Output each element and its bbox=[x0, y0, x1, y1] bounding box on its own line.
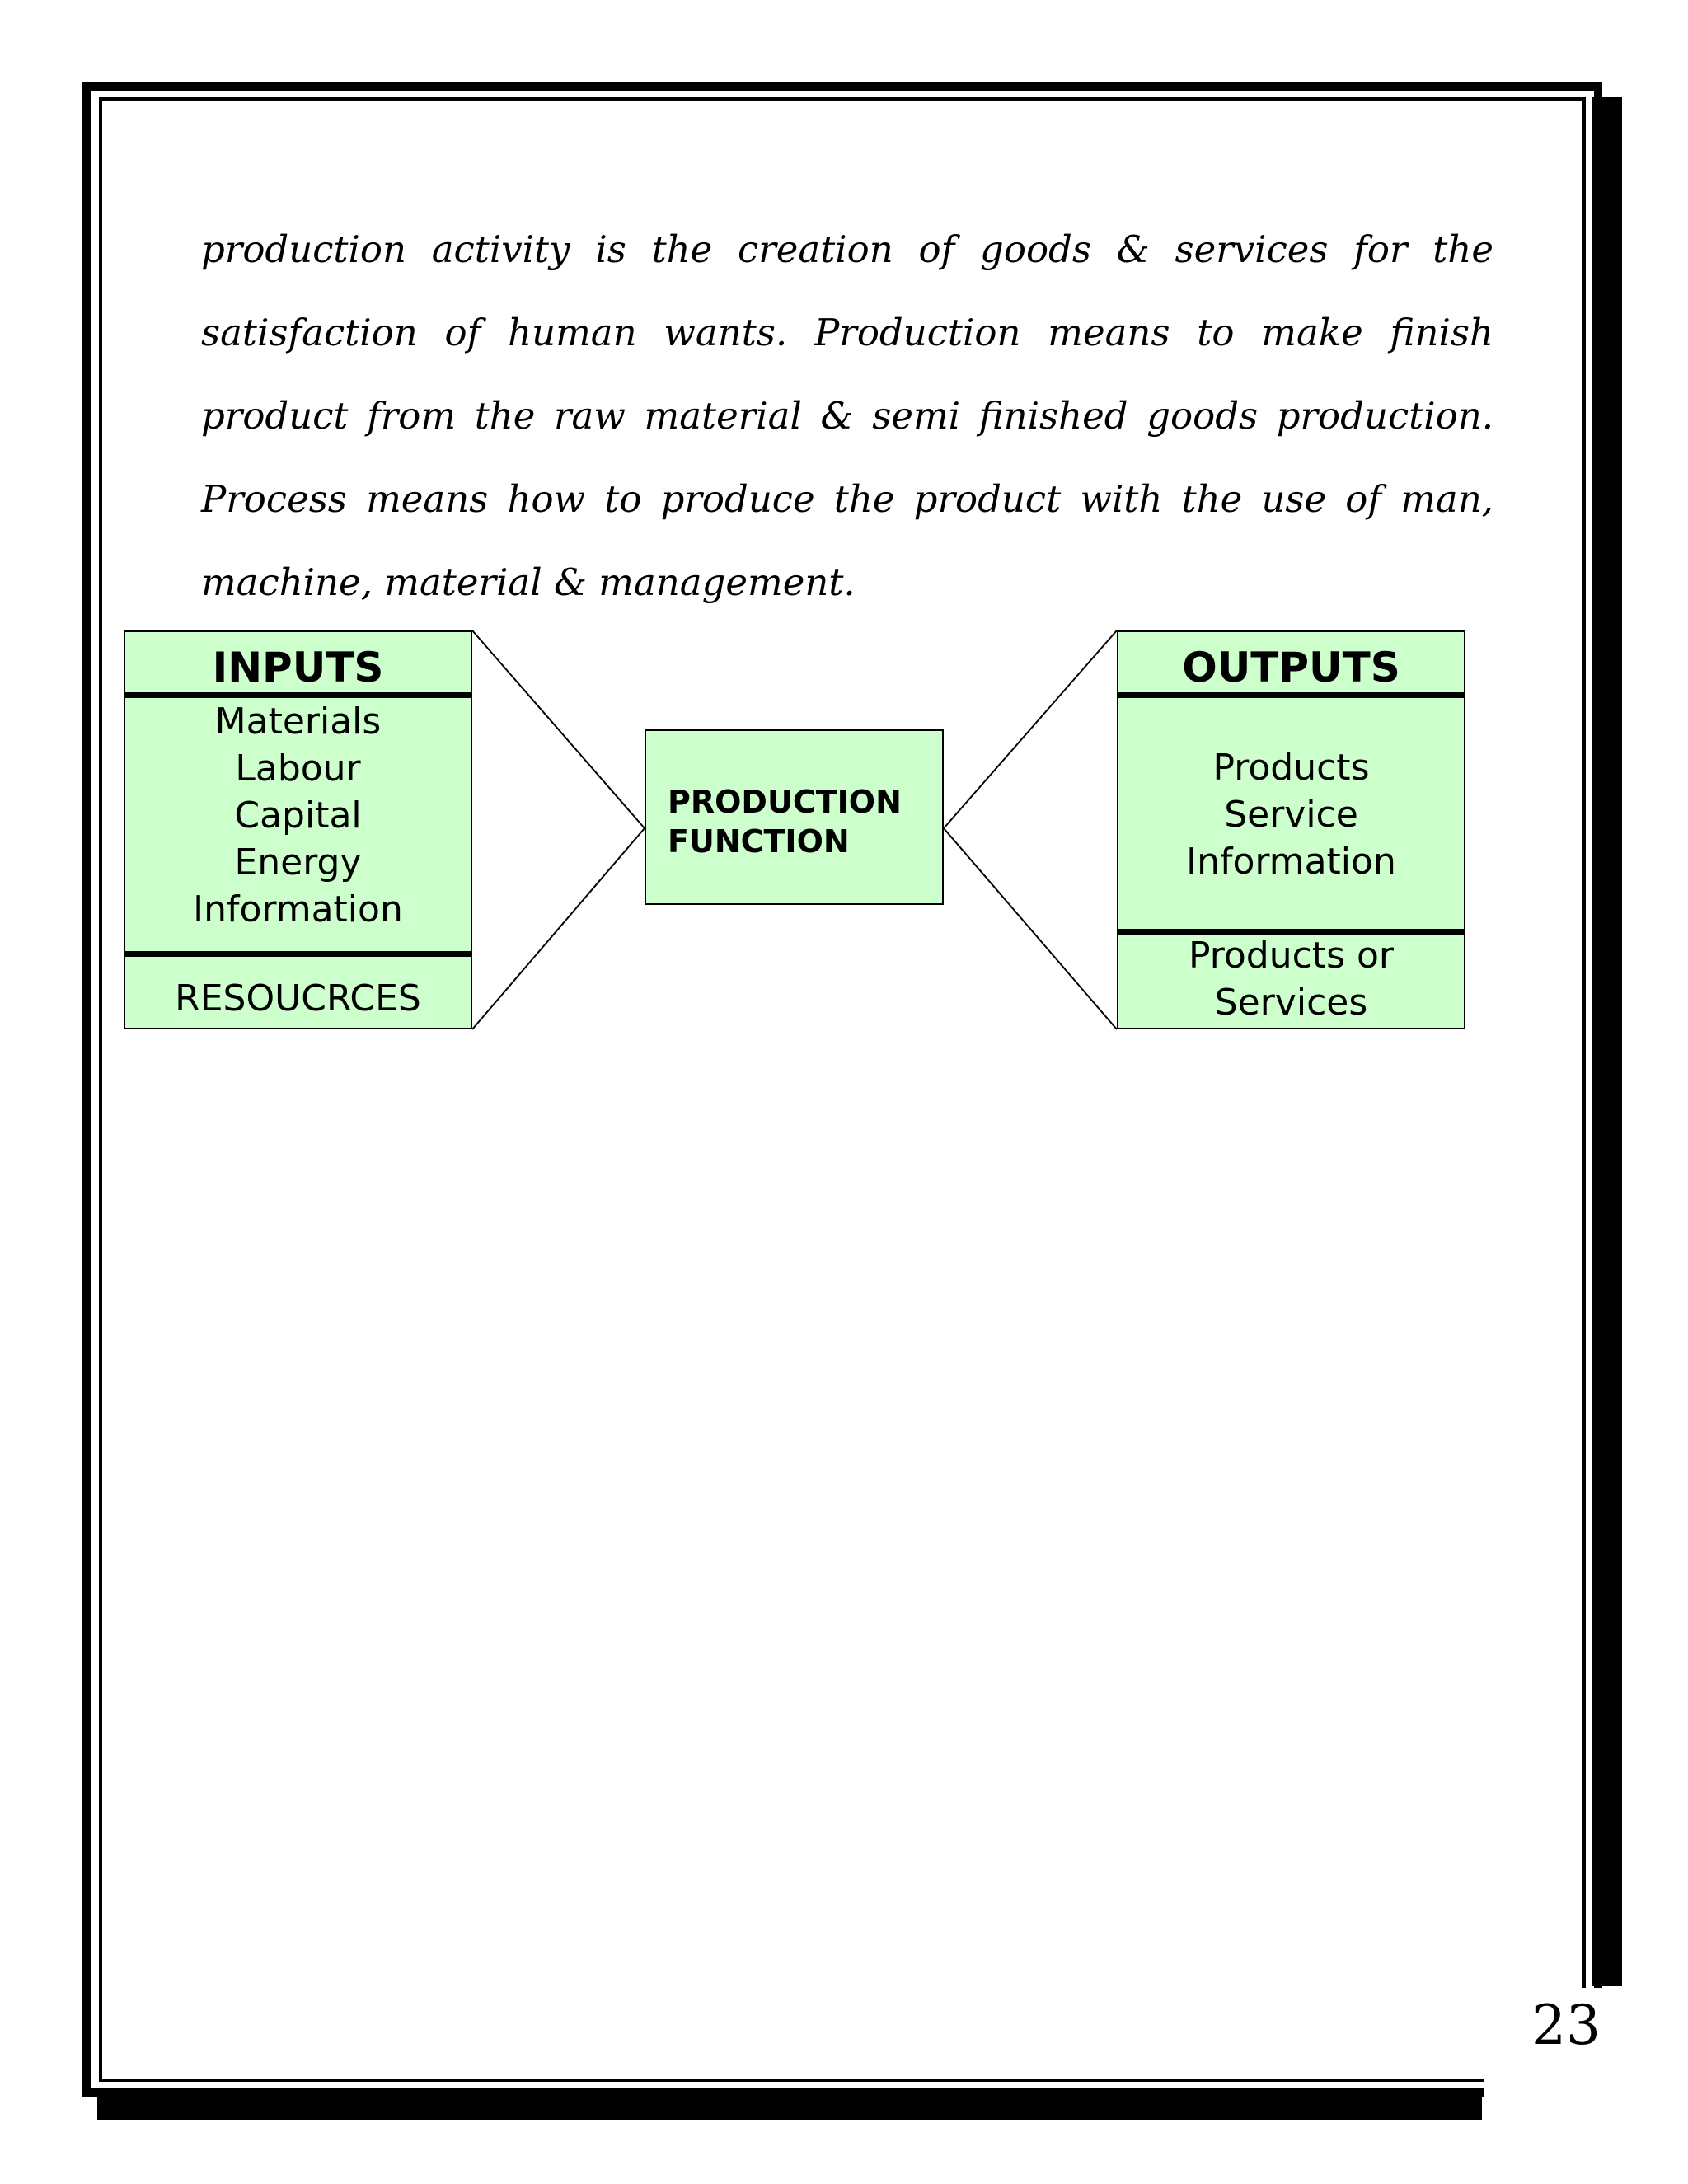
outputs-item: Service bbox=[1224, 794, 1358, 836]
outputs-footer-line-1: Products or bbox=[1189, 935, 1394, 977]
inputs-item: Materials bbox=[214, 701, 382, 743]
outputs-footer-line-2: Services bbox=[1214, 982, 1368, 1024]
production-function-label bbox=[668, 782, 902, 861]
outputs-title-divider bbox=[1117, 692, 1465, 698]
page-number: 23 bbox=[1531, 1994, 1601, 2057]
outputs-footer bbox=[1118, 932, 1464, 1026]
inputs-list bbox=[125, 698, 471, 933]
inputs-footer-divider bbox=[124, 951, 472, 957]
inputs-item: Energy bbox=[234, 841, 362, 883]
inputs-footer: RESOUCRCES bbox=[175, 977, 421, 1019]
inputs-item: Information bbox=[193, 888, 403, 930]
inputs-title-divider bbox=[124, 692, 472, 698]
function-line-2: FUNCTION bbox=[668, 823, 850, 860]
body-paragraph: production activity is the creation of goods & services for the satisfaction of human wants. Production means to make finish product from the raw material & semi finished goods production. Process means how to produce the product with the use of man, machine, material & management. bbox=[201, 227, 1493, 604]
inputs-box bbox=[124, 630, 472, 1029]
outputs-item: Products bbox=[1212, 747, 1370, 789]
inputs-title: INPUTS bbox=[212, 644, 384, 691]
outputs-title: OUTPUTS bbox=[1182, 644, 1400, 691]
inputs-item: Labour bbox=[235, 748, 361, 790]
outputs-box bbox=[1117, 630, 1465, 1029]
outputs-item: Information bbox=[1186, 841, 1396, 883]
frame-shadow-bottom bbox=[97, 2095, 1482, 2120]
function-line-1: PRODUCTION bbox=[668, 784, 902, 820]
production-function-box bbox=[645, 729, 944, 905]
inputs-item: Capital bbox=[234, 794, 362, 837]
outputs-list bbox=[1118, 744, 1464, 885]
